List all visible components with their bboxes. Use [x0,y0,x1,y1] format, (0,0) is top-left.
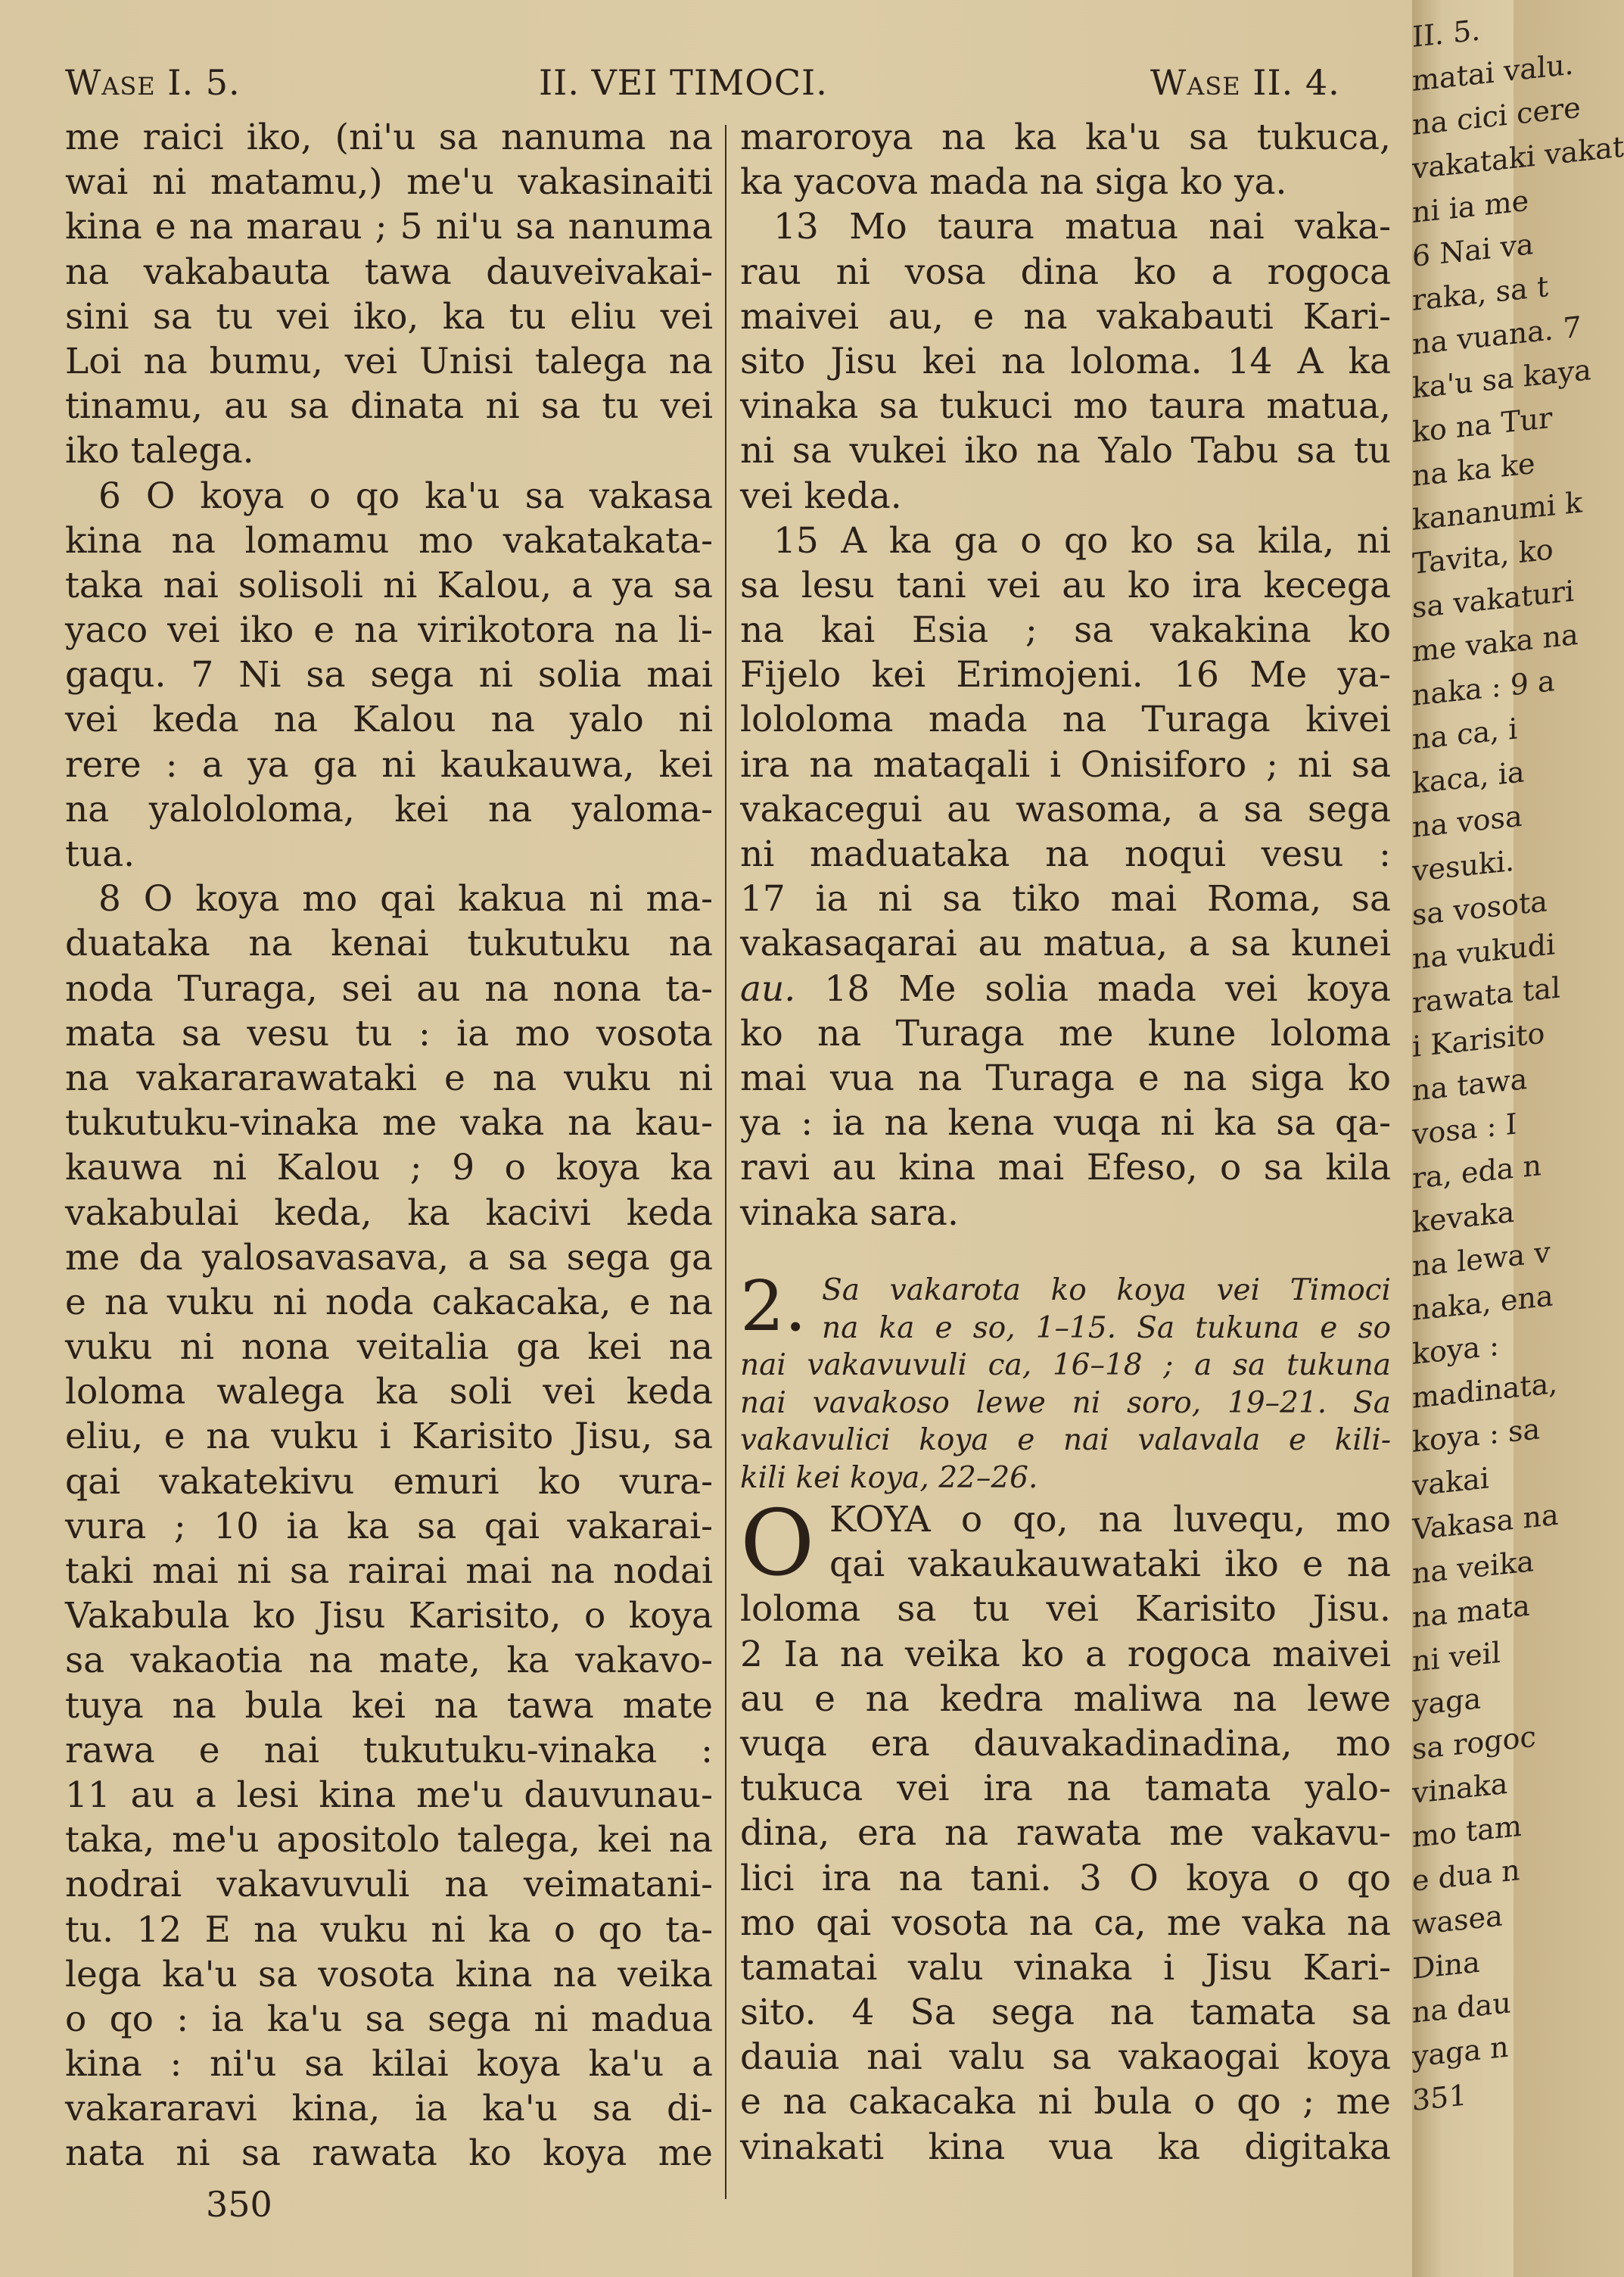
edge-fragment: e dua n [1412,1853,1520,1898]
text-line: sito. 4 Sa sega na tamata sa [740,1992,1391,2034]
text-line: 2 Ia na veika ko a rogoca maivei [740,1633,1391,1675]
edge-fragment: na vuana. 7 [1412,310,1582,361]
text-line: gaqu. 7 Ni sa sega ni solia mai [65,654,713,696]
edge-fragment: naka : 9 a [1412,664,1555,712]
edge-fragment: raka, sa t [1412,269,1549,317]
text-line: maivei au, e na vakabauti Kari- [740,295,1391,338]
edge-fragment: na cici cere [1412,90,1581,142]
chapter-text [740,1491,1391,2170]
running-header-left: Wase I. 5. [65,62,241,103]
edge-fragment: na vukudi [1412,927,1556,976]
text-line: taka, me'u apositolo talega, kei na [65,1819,713,1861]
text-line: qai vakatekivu emuri ko vura- [65,1460,713,1503]
summary-line: nai vavakoso lewe ni soro, 19–21. Sa [740,1385,1391,1420]
left-text-column [65,115,713,2176]
summary-line: kili kei koya, 22–26. [740,1460,1038,1495]
text-line: sini sa tu vei iko, ka tu eliu vei [65,295,713,338]
edge-fragment: me vaka na [1412,617,1579,668]
edge-fragment: na ka ke [1412,446,1535,493]
text-line: 11 au a lesi kina me'u dauvunau- [65,1774,713,1816]
text-line: vei keda. [740,475,902,517]
text-line: lici ira na tani. 3 O koya o qo [740,1857,1391,1899]
chapter-summary [740,1266,1391,1497]
text-line: me da yalosavasava, a sa sega ga [65,1236,713,1279]
text-line: tukutuku-vinaka me vaka na kau- [65,1102,713,1145]
edge-fragment: vosa : I [1412,1107,1517,1151]
text-line: tua. [65,833,135,875]
text-line: taka nai solisoli ni Kalou, a ya sa [65,564,713,606]
text-line: tamatai valu vinaka i Jisu Kari- [740,1946,1391,1989]
text-line: o qo : ia ka'u sa sega ni madua [65,1998,713,2040]
edge-fragment: kananumi k [1412,485,1583,537]
text-line: vinaka sa tukuci mo taura matua, [740,385,1391,428]
edge-fragment: yaga n [1412,2029,1509,2073]
edge-fragment: 6 Nai va [1412,227,1534,273]
text-line: KOYA o qo, na luvequ, mo [829,1499,1391,1540]
text-line: kina na lomamu mo vakatakata- [65,519,713,562]
edge-fragment: na lewa v [1412,1235,1551,1283]
edge-fragment: ka'u sa kaya [1412,353,1591,405]
text-line: eliu, e na vuku i Karisito Jisu, sa [65,1416,713,1458]
text-line: 6 O koya o qo ka'u sa vakasa [98,475,713,517]
edge-fragment: yaga [1412,1681,1482,1722]
text-line: duataka na kenai tukutuku na [65,923,713,965]
text-line: mai vua na Turaga e na siga ko [740,1057,1391,1099]
text-line: iko talega. [65,430,254,472]
text-line: ira na mataqali i Onisiforo ; ni sa [740,743,1391,786]
text-line: au. 18 Me solia mada vei koya [740,967,1391,1010]
edge-fragment: kaca, ia [1412,755,1525,800]
text-line: sa vakaotia na mate, ka vakavo- [65,1640,713,1682]
text-line: ko na Turaga me kune loloma [740,1012,1391,1054]
text-line: na kai Esia ; sa vakakina ko [740,609,1391,652]
edge-fragment: vakai [1412,1461,1489,1503]
running-header-right: Wase II. 4. [1150,62,1340,103]
text-line: ni maduataka na noqui vesu : [740,833,1391,875]
text-line: vakacegui au wasoma, a sa sega [740,788,1391,830]
edge-fragment: sa vosota [1412,884,1548,932]
text-line: kauwa ni Kalou ; 9 o koya ka [65,1147,713,1189]
edge-fragment: ko na Tur [1412,400,1553,449]
edge-fragment: sa vakaturi [1412,574,1575,625]
edge-fragment: na mata [1412,1588,1530,1634]
edge-fragment: mo tam [1412,1808,1522,1854]
text-line: Loi na bumu, vei Unisi talega na [65,340,713,382]
page-number: 350 [206,2184,272,2225]
text-line: tinamu, au sa dinata ni sa tu vei [65,385,713,428]
text-line: ravi au kina mai Efeso, o sa kila [740,1147,1391,1189]
edge-fragment: ni ia me [1412,183,1529,229]
text-line: 15 A ka ga o qo ko sa kila, ni [773,519,1391,562]
edge-fragment: ni veil [1412,1635,1501,1678]
text-line: mata sa vesu tu : ia mo vosota [65,1012,713,1054]
text-line: dina, era na rawata me vakavu- [740,1812,1391,1855]
text-line: lega ka'u sa vosota kina na veika [65,1953,713,1995]
text-line: tuya na bula kei na tawa mate [65,1684,713,1727]
right-text-column [740,115,1391,1235]
running-header-title: II. VEI TIMOCI. [539,62,828,103]
edge-fragment: vinaka [1412,1766,1508,1810]
edge-fragment: II. 5. [1412,13,1481,54]
next-page-edge [1412,0,1624,2277]
text-line: Fijelo kei Erimojeni. 16 Me ya- [740,654,1391,696]
text-line: vakararavi kina, ia ka'u sa di- [65,2088,713,2130]
edge-fragment: madinata, [1412,1366,1558,1415]
edge-fragment: sa rogoc [1412,1719,1536,1766]
text-line: maroroya na ka ka'u sa tukuca, [740,117,1391,158]
text-line: vakabulai keda, ka kacivi keda [65,1191,713,1234]
summary-line: Sa vakarota ko koya vei Timoci [822,1273,1391,1307]
text-line: nata ni sa rawata ko koya me [65,2132,713,2175]
text-line: na vakararawataki e na vuku ni [65,1057,713,1099]
text-line: kina : ni'u sa kilai koya ka'u a [65,2043,713,2085]
edge-fragment: 351 [1412,2078,1467,2117]
edge-fragment: na vosa [1412,799,1523,844]
chapter-number: 2. [740,1266,807,1347]
text-line: noda Turaga, sei au na nona ta- [65,967,713,1010]
text-line: qai vakaukauwataki iko e na [829,1543,1391,1586]
edge-fragment: na ca, i [1412,712,1518,756]
edge-fragment: i Karisito [1412,1016,1545,1064]
text-line: vinakati kina vua ka digitaka [740,2126,1391,2168]
text-line: wai ni matamu,) me'u vakasinaiti [65,161,713,204]
text-line: Vakabula ko Jisu Karisito, o koya [65,1595,713,1637]
text-line: 17 ia ni sa tiko mai Roma, sa [740,878,1391,920]
edge-fragment: na dau [1412,1986,1511,2029]
edge-fragment: matai valu. [1412,47,1574,98]
summary-line: vakavulici koya e nai valavala e kili- [740,1423,1391,1457]
text-line: na yalololoma, kei na yaloma- [65,788,713,830]
edge-fragment: na tawa [1412,1061,1528,1107]
edge-fragment: koya : [1412,1328,1499,1371]
text-line: vuku ni nona veitalia ga kei na [65,1326,713,1369]
edge-fragment: vakataki vakat [1412,129,1624,185]
edge-fragment: koya : sa [1412,1412,1541,1459]
text-line: nodrai vakavuvuli na veimatani- [65,1864,713,1906]
text-line: rau ni vosa dina ko a rogoca [740,251,1391,293]
edge-fragment: na veika [1412,1544,1534,1590]
text-line: 13 Mo taura matua nai vaka- [773,206,1391,248]
text-line: tukuca vei ira na tamata yalo- [740,1768,1391,1810]
text-line: sito Jisu kei na loloma. 14 A ka [740,340,1391,382]
edge-fragment: Tavita, ko [1412,532,1554,581]
text-line: lololoma mada na Turaga kivei [740,699,1391,741]
text-line: kina e na marau ; 5 ni'u sa nanuma [65,206,713,248]
summary-line: nai vakavuvuli ca, 16–18 ; a sa tukuna [740,1348,1391,1382]
text-line: taki mai ni sa rairai mai na nodai [65,1550,713,1592]
text-line: vura ; 10 ia ka sa qai vakarai- [65,1505,713,1547]
edge-fragment: ra, eda n [1412,1148,1542,1195]
text-line: na vakabauta tawa dauveivakai- [65,251,713,293]
text-line: ya : ia na kena vuqa ni ka sa qa- [740,1102,1391,1145]
text-line: vakasaqarai au matua, a sa kunei [740,923,1391,965]
text-line: tu. 12 E na vuku ni ka o qo ta- [65,1908,713,1951]
text-line: sa lesu tani vei au ko ira kecega [740,564,1391,606]
text-line: 8 O koya mo qai kakua ni ma- [98,878,713,920]
text-line: loloma walega ka soli vei keda [65,1371,713,1413]
text-line: loloma sa tu vei Karisito Jisu. [740,1588,1391,1631]
text-line: au e na kedra maliwa na lewe [740,1677,1391,1720]
column-divider [725,125,726,2199]
edge-fragment: Dina [1412,1945,1480,1986]
text-line: ka yacova mada na siga ko ya. [740,161,1287,204]
edge-fragment: rawata tal [1412,970,1561,1020]
text-line: rere : a ya ga ni kaukauwa, kei [65,743,713,786]
text-line: me raici iko, (ni'u sa nanuma na [65,117,713,158]
drop-cap: O [740,1491,815,1596]
text-line: ni sa vukei iko na Yalo Tabu sa tu [740,430,1391,472]
text-line: vinaka sara. [740,1191,959,1234]
text-line: vei keda na Kalou na yalo ni [65,699,713,741]
text-line: dauia nai valu sa vakaogai koya [740,2036,1391,2079]
text-line: rawa e nai tukutuku-vinaka : [65,1729,713,1771]
summary-line: na ka e so, 1–15. Sa tukuna e so [822,1310,1391,1345]
edge-fragment: vesuki. [1412,843,1515,888]
text-line: e na vuku ni noda cakacaka, e na [65,1281,713,1323]
edge-fragment: naka, ena [1412,1279,1554,1327]
text-line: e na cakacaka ni bula o qo ; me [740,2081,1391,2123]
edge-fragment: wasea [1412,1899,1503,1942]
edge-fragment: Vakasa na [1412,1497,1559,1547]
text-line: vuqa era dauvakadinadina, mo [740,1722,1391,1765]
text-line: mo qai vosota na ca, me vaka na [740,1902,1391,1944]
text-line: yaco vei iko e na virikotora na li- [65,609,713,652]
edge-fragment: kevaka [1412,1195,1515,1239]
